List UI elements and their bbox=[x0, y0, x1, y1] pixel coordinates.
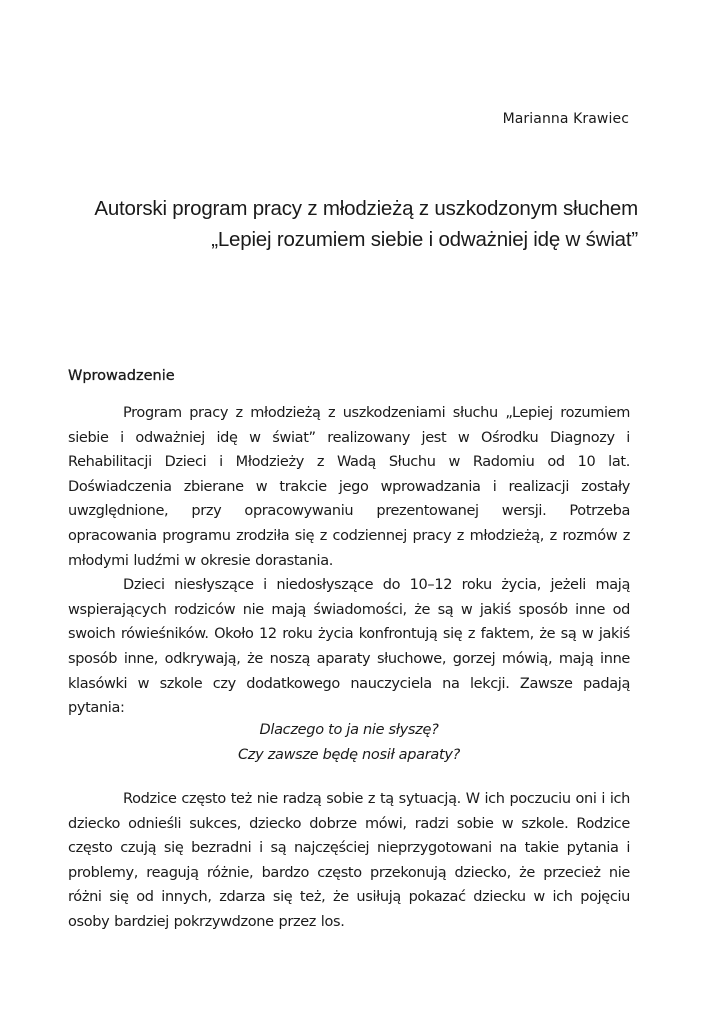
quote-line-2: Czy zawsze będę nosił aparaty? bbox=[237, 746, 461, 763]
document-title bbox=[70, 193, 638, 255]
title-line-1: Autorski program pracy z młodzieżą z uszkodzonym słuchem bbox=[94, 197, 638, 220]
body-text-block-2 bbox=[68, 787, 630, 935]
title-line-2: „Lepiej rozumiem siebie i odważniej idę w świat” bbox=[211, 228, 638, 251]
paragraph-1: Program pracy z młodzieżą z uszkodzeniami słuchu „Lepiej rozumiem siebie i odważniej idę w świat” realizowany jest w Ośrodku Diagnozy i Rehabilitacji Dzieci i Młodzieży z Wadą Słuchu w Radomiu od 10 lat. Doświadczenia zbierane w trakcie jego wprowadzania i realizacji zostały uwzględnione, przy opracowywaniu prezentowanej wersji. Potrzeba opracowania programu zrodziła się z codziennej pracy z młodzieżą, z rozmów z młodymi ludźmi w okresie dorastania. bbox=[68, 405, 630, 569]
quote-line-1: Dlaczego to ja nie słyszę? bbox=[259, 722, 439, 738]
section-heading: Wprowadzenie bbox=[68, 368, 175, 384]
body-text-block-1 bbox=[68, 401, 630, 721]
paragraph-2: Dzieci niesłyszące i niedosłyszące do 10–12 roku życia, jeżeli mają wspierających rodziców nie mają świadomości, że są w jakiś sposób inne od swoich rówieśników. Około 12 roku życia konfrontują się z faktem, że są w jakiś sposób inne, odkrywają, że noszą aparaty słuchowe, gorzej mówią, mają inne klasówki w szkole czy dodatkowego nauczyciela na lekcji. Zawsze padają pytania: bbox=[68, 577, 630, 717]
paragraph-3: Rodzice często też nie radzą sobie z tą sytuacją. W ich poczuciu oni i ich dziecko odnieśli sukces, dziecko dobrze mówi, radzi sobie w szkole. Rodzice często czują się bezradni i są najczęściej nieprzygotowani na takie pytania i problemy, reagują różnie, bardzo często przekonują dziecko, że przecież nie różni się od innych, zdarza się też, że usiłują pokazać dziecku w ich pojęciu osoby bardziej pokrzywdzone przez los. bbox=[68, 791, 630, 930]
author-name: Marianna Krawiec bbox=[502, 111, 629, 127]
quote-block bbox=[68, 718, 630, 767]
